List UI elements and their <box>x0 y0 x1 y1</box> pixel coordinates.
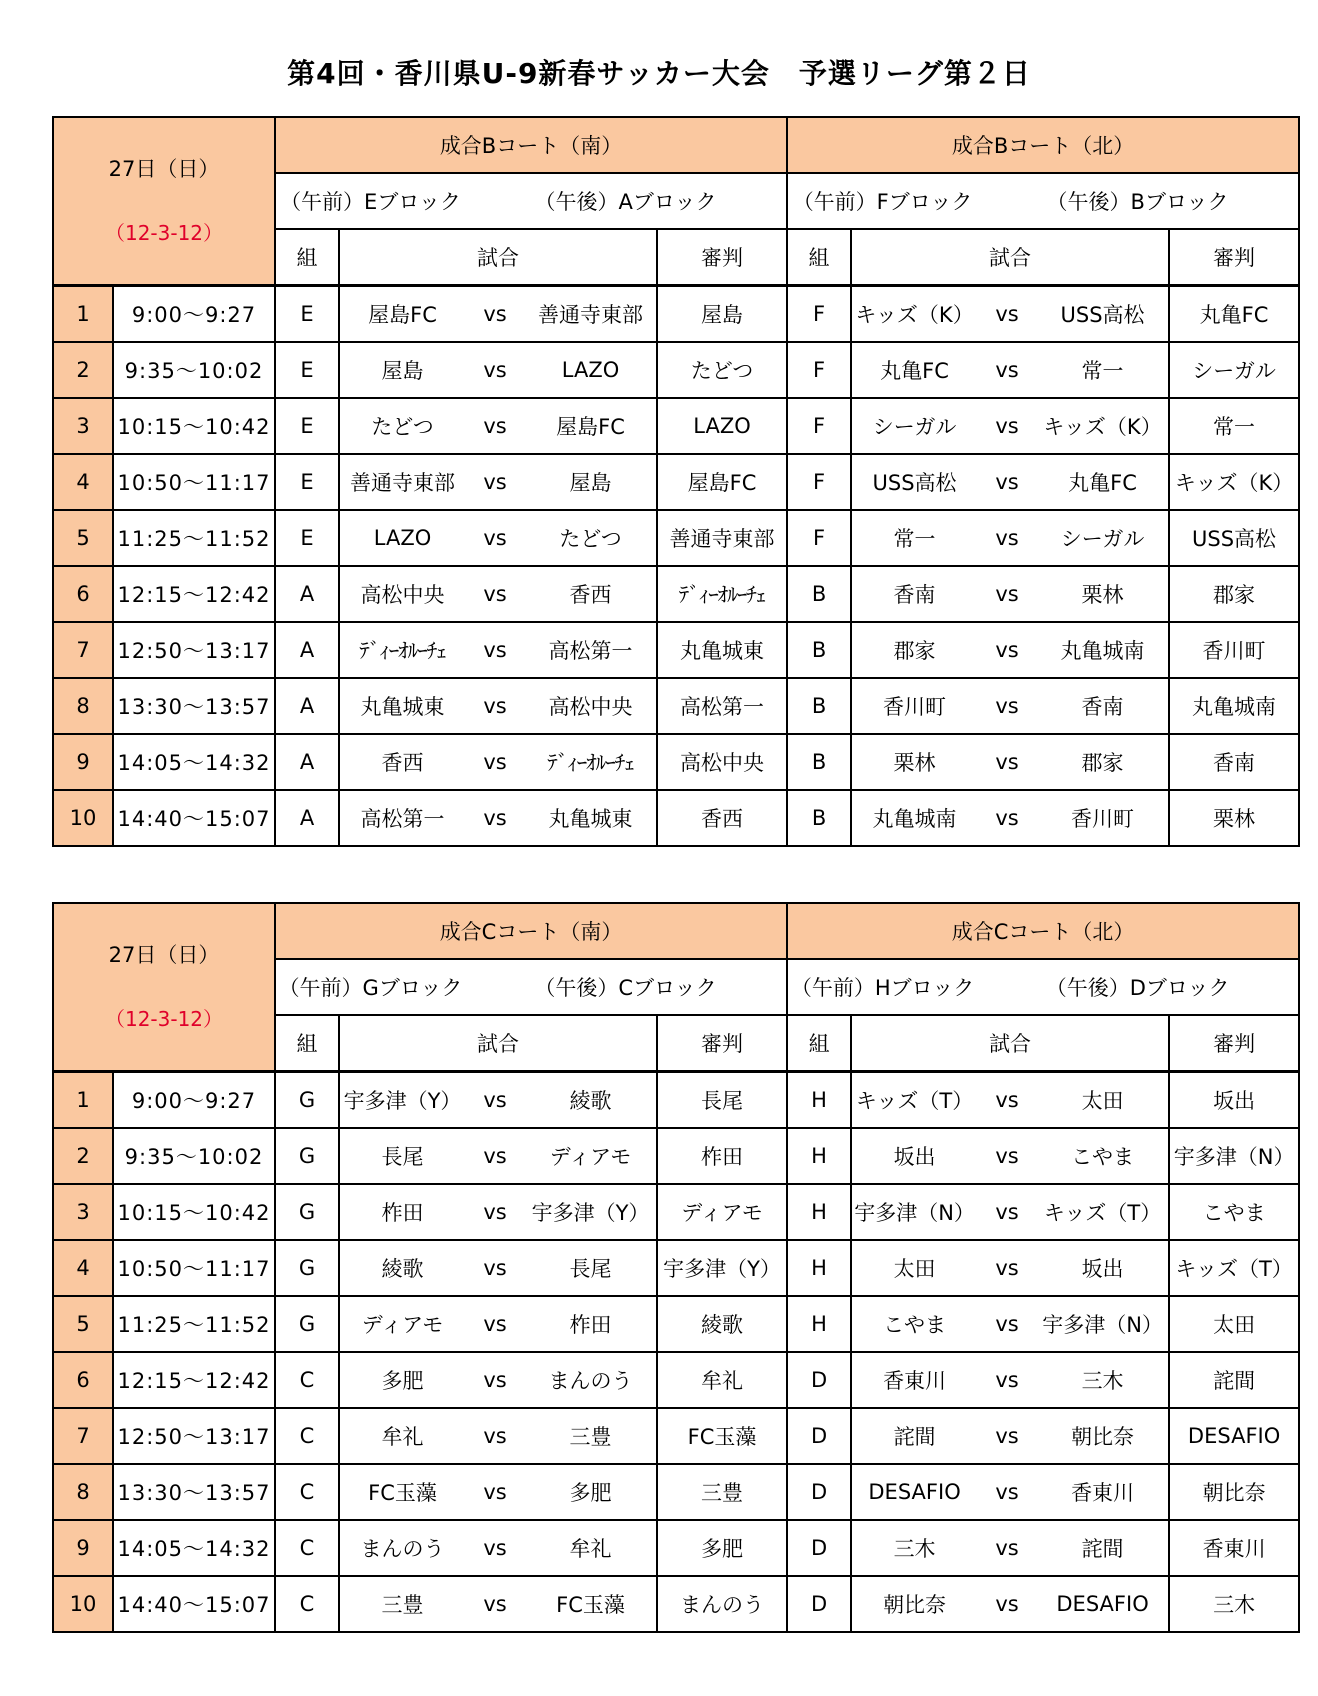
home-team: 屋島 <box>339 342 465 398</box>
table-row <box>53 398 1299 454</box>
vs-label: vs <box>977 622 1037 678</box>
away-team: シーガル <box>1037 510 1169 566</box>
home-team: 宇多津（N） <box>851 1184 977 1240</box>
group-cell: G <box>275 1128 339 1184</box>
away-team: 長尾 <box>525 1240 657 1296</box>
table-row <box>53 454 1299 510</box>
referee-team: 綾歌 <box>657 1296 787 1352</box>
match-number: 2 <box>53 1128 113 1184</box>
group-cell: D <box>787 1464 851 1520</box>
vs-label: vs <box>465 678 525 734</box>
am-block-label: （午前）Fブロック <box>787 173 977 229</box>
away-team: 高松第一 <box>525 622 657 678</box>
referee-team: 屋島 <box>657 286 787 343</box>
away-team: 詫間 <box>1037 1520 1169 1576</box>
vs-label: vs <box>977 1520 1037 1576</box>
away-team: こやま <box>1037 1128 1169 1184</box>
referee-team: 三木 <box>1169 1576 1299 1632</box>
group-cell: H <box>787 1072 851 1129</box>
am-block-label: （午前）Hブロック <box>787 959 977 1015</box>
date-note: （12-3-12） <box>104 1007 224 1032</box>
court-name: 成合Bコート（南） <box>275 117 787 173</box>
vs-label: vs <box>465 1352 525 1408</box>
vs-label: vs <box>977 1352 1037 1408</box>
referee-team: 宇多津（Y） <box>657 1240 787 1296</box>
match-header: 試合 <box>339 1015 657 1072</box>
vs-label: vs <box>977 1128 1037 1184</box>
home-team: 高松中央 <box>339 566 465 622</box>
group-cell: G <box>275 1072 339 1129</box>
away-team: 栗林 <box>1037 566 1169 622</box>
vs-label: vs <box>977 510 1037 566</box>
table-row <box>53 1464 1299 1520</box>
vs-label: vs <box>465 398 525 454</box>
away-team: 朝比奈 <box>1037 1408 1169 1464</box>
group-cell: A <box>275 622 339 678</box>
referee-team: 屋島FC <box>657 454 787 510</box>
match-number: 2 <box>53 342 113 398</box>
table-row <box>53 1184 1299 1240</box>
away-team: 多肥 <box>525 1464 657 1520</box>
am-block-label: （午前）Gブロック <box>275 959 465 1015</box>
home-team: まんのう <box>339 1520 465 1576</box>
group-cell: H <box>787 1184 851 1240</box>
match-number: 8 <box>53 678 113 734</box>
match-number: 1 <box>53 286 113 343</box>
vs-label: vs <box>977 1240 1037 1296</box>
match-date: 27日（日） <box>108 156 220 181</box>
away-team: 丸亀城東 <box>525 790 657 846</box>
match-time: 12:50～13:17 <box>113 1408 275 1464</box>
away-team: 善通寺東部 <box>525 286 657 343</box>
away-team: 三豊 <box>525 1408 657 1464</box>
table-row <box>53 790 1299 846</box>
referee-team: DESAFIO <box>1169 1408 1299 1464</box>
home-team: 牟礼 <box>339 1408 465 1464</box>
group-cell: C <box>275 1464 339 1520</box>
table-row <box>53 566 1299 622</box>
court-name: 成合Cコート（北） <box>787 903 1299 959</box>
away-team: 牟礼 <box>525 1520 657 1576</box>
table-row <box>53 1520 1299 1576</box>
referee-header: 審判 <box>1169 229 1299 286</box>
vs-label: vs <box>465 1576 525 1632</box>
match-time: 9:00～9:27 <box>113 286 275 343</box>
group-header: 組 <box>787 229 851 286</box>
group-cell: H <box>787 1240 851 1296</box>
vs-label: vs <box>465 566 525 622</box>
match-number: 9 <box>53 1520 113 1576</box>
table-row <box>53 1352 1299 1408</box>
group-cell: B <box>787 566 851 622</box>
referee-team: FC玉藻 <box>657 1408 787 1464</box>
table-row <box>53 342 1299 398</box>
vs-label: vs <box>465 1296 525 1352</box>
group-cell: D <box>787 1520 851 1576</box>
referee-team: 牟礼 <box>657 1352 787 1408</box>
match-number: 4 <box>53 454 113 510</box>
vs-label: vs <box>977 1072 1037 1129</box>
match-number: 1 <box>53 1072 113 1129</box>
match-time: 9:00～9:27 <box>113 1072 275 1129</box>
home-team: 常一 <box>851 510 977 566</box>
table-row <box>53 1240 1299 1296</box>
vs-label: vs <box>465 790 525 846</box>
group-cell: F <box>787 454 851 510</box>
match-number: 3 <box>53 1184 113 1240</box>
referee-header: 審判 <box>657 229 787 286</box>
group-header: 組 <box>275 1015 339 1072</box>
referee-team: 宇多津（N） <box>1169 1128 1299 1184</box>
referee-team: シーガル <box>1169 342 1299 398</box>
away-team: 香川町 <box>1037 790 1169 846</box>
vs-label: vs <box>465 1240 525 1296</box>
home-team: シーガル <box>851 398 977 454</box>
away-team: まんのう <box>525 1352 657 1408</box>
court-name: 成合Cコート（南） <box>275 903 787 959</box>
match-time: 12:50～13:17 <box>113 622 275 678</box>
match-header: 試合 <box>851 229 1169 286</box>
vs-label: vs <box>977 734 1037 790</box>
home-team: 高松第一 <box>339 790 465 846</box>
pm-block-label: （午後）Aブロック <box>465 173 787 229</box>
away-team: 丸亀FC <box>1037 454 1169 510</box>
home-team: 宇多津（Y） <box>339 1072 465 1129</box>
referee-team: 柞田 <box>657 1128 787 1184</box>
group-cell: D <box>787 1408 851 1464</box>
match-time: 11:25～11:52 <box>113 510 275 566</box>
match-time: 9:35～10:02 <box>113 342 275 398</box>
home-team: 屋島FC <box>339 286 465 343</box>
table-row <box>53 622 1299 678</box>
vs-label: vs <box>977 678 1037 734</box>
home-team: LAZO <box>339 510 465 566</box>
referee-team: ﾃﾞｨｰｵﾙｰﾁｪ <box>657 566 787 622</box>
away-team: ディアモ <box>525 1128 657 1184</box>
table-row <box>53 1296 1299 1352</box>
group-cell: A <box>275 734 339 790</box>
pm-block-label: （午後）Bブロック <box>977 173 1299 229</box>
referee-team: 高松第一 <box>657 678 787 734</box>
referee-team: キッズ（K） <box>1169 454 1299 510</box>
away-team: キッズ（T） <box>1037 1184 1169 1240</box>
away-team: 綾歌 <box>525 1072 657 1129</box>
away-team: 常一 <box>1037 342 1169 398</box>
home-team: 郡家 <box>851 622 977 678</box>
group-cell: G <box>275 1184 339 1240</box>
page-title: 第4回・香川県U-9新春サッカー大会 予選リーグ第２日 <box>287 57 1031 90</box>
group-header: 組 <box>787 1015 851 1072</box>
referee-team: 多肥 <box>657 1520 787 1576</box>
home-team: 栗林 <box>851 734 977 790</box>
match-time: 10:15～10:42 <box>113 1184 275 1240</box>
date-cell <box>53 903 275 1072</box>
away-team: LAZO <box>525 342 657 398</box>
group-cell: H <box>787 1296 851 1352</box>
vs-label: vs <box>977 790 1037 846</box>
referee-team: たどつ <box>657 342 787 398</box>
home-team: 朝比奈 <box>851 1576 977 1632</box>
away-team: ﾃﾞｨｰｵﾙｰﾁｪ <box>525 734 657 790</box>
home-team: 丸亀城南 <box>851 790 977 846</box>
group-cell: E <box>275 286 339 343</box>
referee-team: 常一 <box>1169 398 1299 454</box>
group-cell: B <box>787 678 851 734</box>
vs-label: vs <box>977 398 1037 454</box>
match-number: 9 <box>53 734 113 790</box>
referee-team: 坂出 <box>1169 1072 1299 1129</box>
away-team: 高松中央 <box>525 678 657 734</box>
home-team: キッズ（K） <box>851 286 977 343</box>
away-team: USS高松 <box>1037 286 1169 343</box>
schedule-table-b-court <box>52 116 1300 847</box>
home-team: たどつ <box>339 398 465 454</box>
vs-label: vs <box>465 1408 525 1464</box>
match-header: 試合 <box>851 1015 1169 1072</box>
court-name: 成合Bコート（北） <box>787 117 1299 173</box>
home-team: ディアモ <box>339 1296 465 1352</box>
away-team: たどつ <box>525 510 657 566</box>
away-team: 香南 <box>1037 678 1169 734</box>
away-team: 坂出 <box>1037 1240 1169 1296</box>
away-team: 屋島 <box>525 454 657 510</box>
match-number: 6 <box>53 1352 113 1408</box>
home-team: 香川町 <box>851 678 977 734</box>
vs-label: vs <box>977 1184 1037 1240</box>
table-row <box>53 1128 1299 1184</box>
away-team: 屋島FC <box>525 398 657 454</box>
match-number: 7 <box>53 1408 113 1464</box>
match-number: 3 <box>53 398 113 454</box>
away-team: DESAFIO <box>1037 1576 1169 1632</box>
away-team: 宇多津（N） <box>1037 1296 1169 1352</box>
vs-label: vs <box>977 1576 1037 1632</box>
pm-block-label: （午後）Dブロック <box>977 959 1299 1015</box>
referee-team: 太田 <box>1169 1296 1299 1352</box>
away-team: FC玉藻 <box>525 1576 657 1632</box>
referee-team: 香東川 <box>1169 1520 1299 1576</box>
referee-header: 審判 <box>657 1015 787 1072</box>
group-cell: G <box>275 1296 339 1352</box>
schedule-table-c-court <box>52 902 1300 1633</box>
match-time: 10:15～10:42 <box>113 398 275 454</box>
away-team: 太田 <box>1037 1072 1169 1129</box>
home-team: 香南 <box>851 566 977 622</box>
home-team: 多肥 <box>339 1352 465 1408</box>
group-cell: D <box>787 1352 851 1408</box>
group-cell: D <box>787 1576 851 1632</box>
referee-team: 香川町 <box>1169 622 1299 678</box>
referee-header: 審判 <box>1169 1015 1299 1072</box>
group-cell: B <box>787 622 851 678</box>
referee-team: LAZO <box>657 398 787 454</box>
referee-team: 高松中央 <box>657 734 787 790</box>
group-header: 組 <box>275 229 339 286</box>
match-number: 4 <box>53 1240 113 1296</box>
table-row <box>53 1576 1299 1632</box>
table-row <box>53 286 1299 343</box>
pm-block-label: （午後）Cブロック <box>465 959 787 1015</box>
group-cell: E <box>275 398 339 454</box>
referee-team: USS高松 <box>1169 510 1299 566</box>
match-time: 10:50～11:17 <box>113 454 275 510</box>
home-team: キッズ（T） <box>851 1072 977 1129</box>
vs-label: vs <box>977 1408 1037 1464</box>
group-cell: F <box>787 286 851 343</box>
referee-team: 香西 <box>657 790 787 846</box>
home-team: FC玉藻 <box>339 1464 465 1520</box>
vs-label: vs <box>977 566 1037 622</box>
match-header: 試合 <box>339 229 657 286</box>
group-cell: E <box>275 342 339 398</box>
group-cell: H <box>787 1128 851 1184</box>
away-team: 丸亀城南 <box>1037 622 1169 678</box>
vs-label: vs <box>465 1072 525 1129</box>
group-cell: A <box>275 678 339 734</box>
match-time: 13:30～13:57 <box>113 678 275 734</box>
home-team: 三豊 <box>339 1576 465 1632</box>
home-team: 丸亀FC <box>851 342 977 398</box>
home-team: DESAFIO <box>851 1464 977 1520</box>
referee-team: ディアモ <box>657 1184 787 1240</box>
match-time: 11:25～11:52 <box>113 1296 275 1352</box>
referee-team: キッズ（T） <box>1169 1240 1299 1296</box>
vs-label: vs <box>977 1464 1037 1520</box>
date-note: （12-3-12） <box>104 221 224 246</box>
match-number: 5 <box>53 510 113 566</box>
home-team: 坂出 <box>851 1128 977 1184</box>
referee-team: 香南 <box>1169 734 1299 790</box>
match-time: 14:40～15:07 <box>113 790 275 846</box>
group-cell: F <box>787 398 851 454</box>
match-time: 9:35～10:02 <box>113 1128 275 1184</box>
match-number: 6 <box>53 566 113 622</box>
home-team: ﾃﾞｨｰｵﾙｰﾁｪ <box>339 622 465 678</box>
match-time: 14:40～15:07 <box>113 1576 275 1632</box>
referee-team: 詫間 <box>1169 1352 1299 1408</box>
away-team: 郡家 <box>1037 734 1169 790</box>
group-cell: C <box>275 1352 339 1408</box>
group-cell: G <box>275 1240 339 1296</box>
table-row <box>53 734 1299 790</box>
group-cell: F <box>787 342 851 398</box>
group-cell: B <box>787 734 851 790</box>
table-row <box>53 1072 1299 1129</box>
group-cell: B <box>787 790 851 846</box>
referee-team: 朝比奈 <box>1169 1464 1299 1520</box>
match-number: 8 <box>53 1464 113 1520</box>
match-number: 7 <box>53 622 113 678</box>
vs-label: vs <box>465 510 525 566</box>
vs-label: vs <box>465 1184 525 1240</box>
referee-team: 丸亀城東 <box>657 622 787 678</box>
group-cell: E <box>275 454 339 510</box>
home-team: 丸亀城東 <box>339 678 465 734</box>
group-cell: C <box>275 1408 339 1464</box>
vs-label: vs <box>465 1128 525 1184</box>
match-number: 10 <box>53 1576 113 1632</box>
referee-team: まんのう <box>657 1576 787 1632</box>
group-cell: F <box>787 510 851 566</box>
referee-team: 栗林 <box>1169 790 1299 846</box>
referee-team: 丸亀FC <box>1169 286 1299 343</box>
referee-team: 長尾 <box>657 1072 787 1129</box>
vs-label: vs <box>465 1464 525 1520</box>
home-team: 三木 <box>851 1520 977 1576</box>
away-team: キッズ（K） <box>1037 398 1169 454</box>
group-cell: A <box>275 566 339 622</box>
away-team: 香西 <box>525 566 657 622</box>
home-team: 柞田 <box>339 1184 465 1240</box>
referee-team: 三豊 <box>657 1464 787 1520</box>
referee-team: 郡家 <box>1169 566 1299 622</box>
vs-label: vs <box>465 1520 525 1576</box>
vs-label: vs <box>977 1296 1037 1352</box>
vs-label: vs <box>465 622 525 678</box>
vs-label: vs <box>465 734 525 790</box>
match-number: 10 <box>53 790 113 846</box>
match-number: 5 <box>53 1296 113 1352</box>
away-team: 香東川 <box>1037 1464 1169 1520</box>
group-cell: E <box>275 510 339 566</box>
date-cell <box>53 117 275 286</box>
group-cell: C <box>275 1520 339 1576</box>
match-time: 14:05～14:32 <box>113 734 275 790</box>
referee-team: 丸亀城南 <box>1169 678 1299 734</box>
away-team: 柞田 <box>525 1296 657 1352</box>
table-row <box>53 678 1299 734</box>
away-team: 宇多津（Y） <box>525 1184 657 1240</box>
group-cell: C <box>275 1576 339 1632</box>
vs-label: vs <box>465 286 525 343</box>
vs-label: vs <box>977 342 1037 398</box>
match-time: 13:30～13:57 <box>113 1464 275 1520</box>
vs-label: vs <box>465 454 525 510</box>
home-team: こやま <box>851 1296 977 1352</box>
match-time: 12:15～12:42 <box>113 1352 275 1408</box>
home-team: 綾歌 <box>339 1240 465 1296</box>
home-team: 香西 <box>339 734 465 790</box>
match-date: 27日（日） <box>108 942 220 967</box>
away-team: 三木 <box>1037 1352 1169 1408</box>
vs-label: vs <box>977 454 1037 510</box>
match-time: 14:05～14:32 <box>113 1520 275 1576</box>
home-team: USS高松 <box>851 454 977 510</box>
am-block-label: （午前）Eブロック <box>275 173 465 229</box>
match-time: 10:50～11:17 <box>113 1240 275 1296</box>
home-team: 詫間 <box>851 1408 977 1464</box>
home-team: 太田 <box>851 1240 977 1296</box>
home-team: 善通寺東部 <box>339 454 465 510</box>
group-cell: A <box>275 790 339 846</box>
table-row <box>53 1408 1299 1464</box>
referee-team: 善通寺東部 <box>657 510 787 566</box>
home-team: 長尾 <box>339 1128 465 1184</box>
vs-label: vs <box>465 342 525 398</box>
table-row <box>53 510 1299 566</box>
referee-team: こやま <box>1169 1184 1299 1240</box>
home-team: 香東川 <box>851 1352 977 1408</box>
match-time: 12:15～12:42 <box>113 566 275 622</box>
vs-label: vs <box>977 286 1037 343</box>
